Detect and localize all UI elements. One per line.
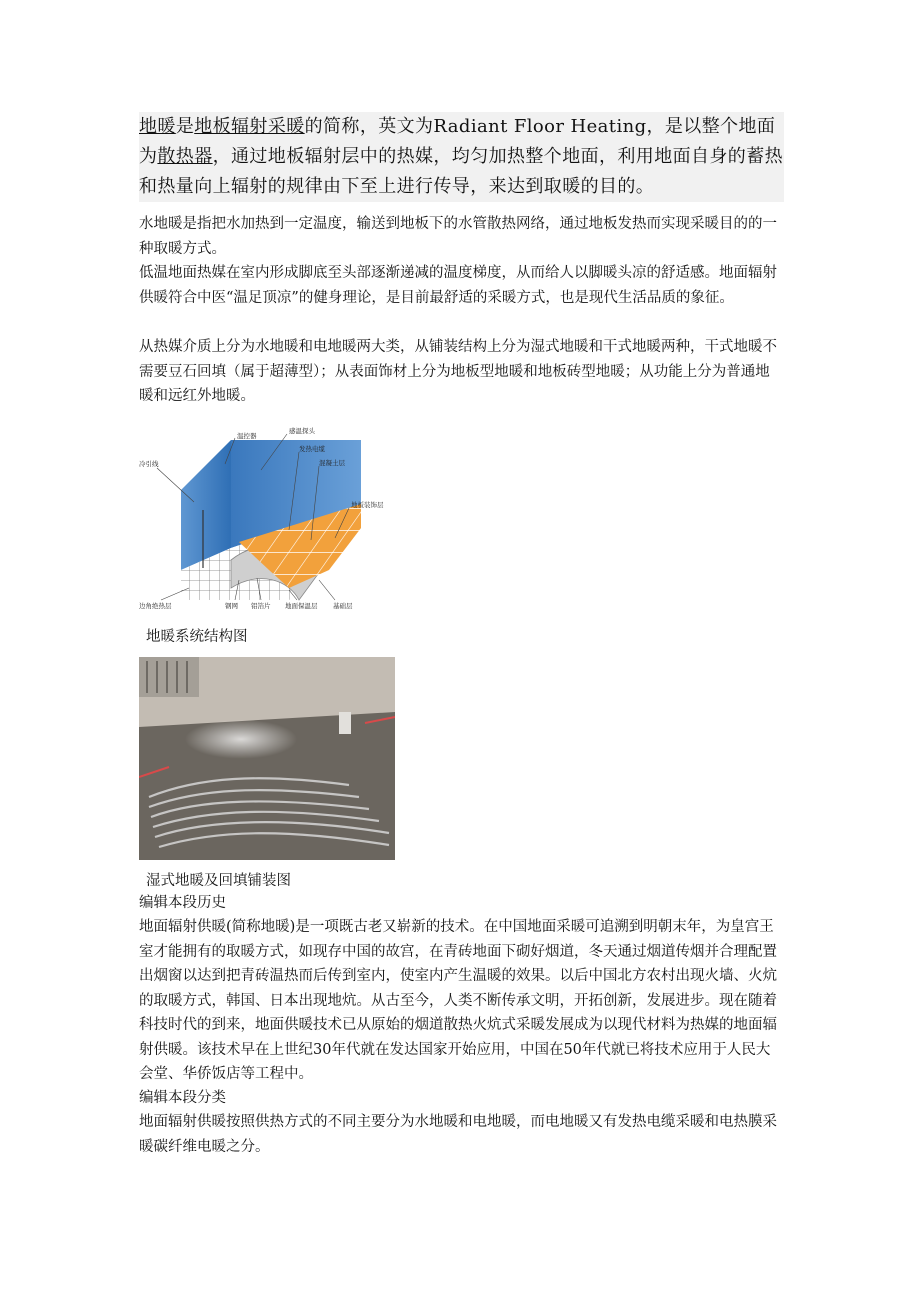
system-structure-diagram [139,420,399,612]
intro-text-b: ，通过地板辐射层中的热媒，均匀加热整个地面，利用地面自身的蓄热和热量向上辐射的规律由下至上进行传导，来达到取暖的目的。 [139,146,784,197]
label-cable: 发热电缆 [299,445,325,453]
label-concrete: 混凝土层 [319,459,345,467]
figure1-caption: 地暖系统结构图 [146,629,248,645]
structure-svg [139,420,399,612]
paragraph-comfort: 低温地面热媒在室内形成脚底至头部逐渐递减的温度梯度，从而给人以脚暖头凉的舒适感。地面辐射供暖符合中医“温足顶凉”的健身理论，是目前最舒适的采暖方式，也是现代生活品质的象征。 [139,265,777,306]
link-radiator[interactable]: 散热器 [157,146,213,167]
label-thermostat: 温控器 [237,432,257,440]
label-insulation: 地面保温层 [285,602,318,610]
paragraph-types: 从热媒介质上分为水地暖和电地暖两大类，从铺装结构上分为湿式地暖和干式地暖两种，干式地暖不需要豆石回填（属于超薄型）；从表面饰材上分为地板型地暖和地板砖型地暖；从功能上分为普通地暖和远红外地暖。 [139,339,777,404]
label-base: 基础层 [333,602,353,610]
photo-svg [139,657,395,860]
intro-text-shi: 是 [175,116,195,137]
label-edge: 边角绝热层 [139,602,172,610]
wet-installation-photo [139,657,395,860]
intro-block [139,112,784,202]
link-dinuan[interactable]: 地暖 [139,116,176,137]
label-finish: 地板装饰层 [351,501,384,509]
classify-paragraph: 地面辐射供暖按照供热方式的不同主要分为水地暖和电地暖，而电地暖又有发热电缆采暖和电热膜采暖碳纤维电暖之分。 [139,1114,777,1155]
classify-heading[interactable]: 编辑本段分类 [139,1090,226,1106]
label-cold-wire: 冷引线 [139,460,159,468]
label-sensor: 感温探头 [289,427,315,435]
intro-paragraph [139,112,784,202]
figure2-caption: 湿式地暖及回填铺装图 [146,873,291,889]
history-paragraph: 地面辐射供暖(简称地暖)是一项既古老又崭新的技术。在中国地面采暖可追溯到明朝末年，为皇宫王室才能拥有的取暖方式，如现存中国的故宫，在青砖地面下砌好烟道，冬天通过烟道传烟并合理配置出烟窗以达到把青砖温热而后传到室内，使室内产生温暖的效果。以后中国北方农村出现火墙、火炕的取暖方式，韩国、日本出现地炕。从古至今，人类不断传承文明，开拓创新，发展进步。现在随着科技时代的到来，地面供暖技术已从原始的烟道散热火炕式采暖发展成为以现代材料为热媒的地面辐射供暖。该技术早在上世纪30年代就在发达国家开始应用，中国在50年代就已将技术应用于人民大会堂、华侨饭店等工程中。 [139,919,777,1082]
left-wall [181,440,231,570]
label-mesh: 钢网 [225,602,238,610]
link-floor-radiant-heating[interactable]: 地板辐射采暖 [194,116,305,137]
paragraph-water-heating: 水地暖是指把水加热到一定温度，输送到地板下的水管散热网络，通过地板发热而实现采暖目的的一种取暖方式。 [139,216,777,257]
history-heading[interactable]: 编辑本段历史 [139,895,226,911]
intro-text-a: 的简称，英文为Radiant Floor Heating，是以整个地面为 [139,116,776,167]
label-foil: 铝箔片 [251,602,271,610]
